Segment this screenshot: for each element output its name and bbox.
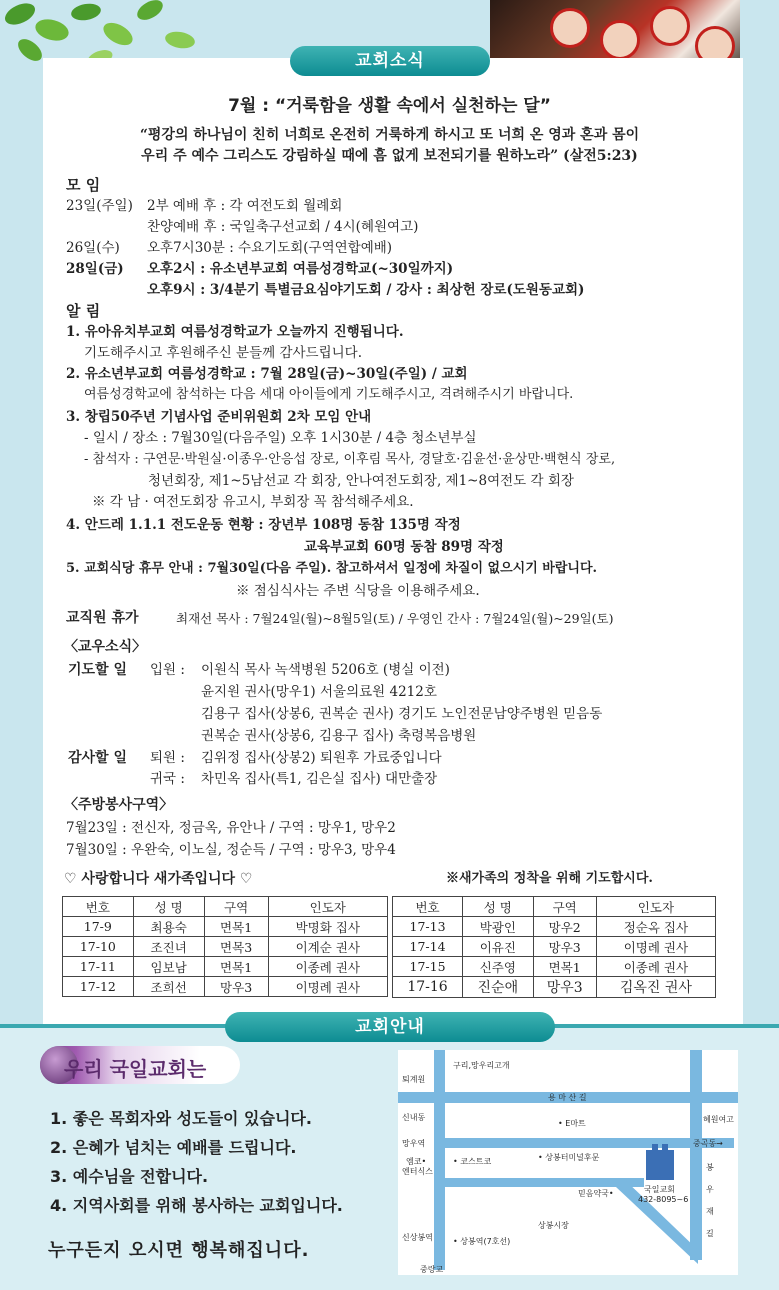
col-header: 성 명: [133, 897, 204, 917]
discharge-label: 퇴원 :: [150, 750, 185, 766]
map-label: 용 마 산 길: [548, 1093, 587, 1102]
map-label: 길: [706, 1229, 714, 1238]
cell: 17-16: [393, 977, 463, 998]
cell: 이계순 권사: [268, 937, 387, 957]
newcomers-table-right: [392, 896, 716, 998]
location-map: [398, 1050, 738, 1275]
return-text: 차민옥 집사(특1, 김은실 집사) 대만출장: [201, 771, 438, 787]
cell: 면목1: [533, 957, 596, 977]
meeting-date: 28일(금): [66, 261, 124, 277]
meeting-text: 오후2시 : 유소년부교회 여름성경학교(~30일까지): [147, 261, 454, 277]
meeting-text: 찬양예배 후 : 국일축구선교회 / 4시(혜원여고): [147, 219, 419, 235]
map-label: 망우역: [402, 1139, 426, 1148]
map-label: • 상봉터미널후문: [538, 1153, 600, 1162]
prayer-line: 권복순 권사(상봉6, 김용구 집사) 축령복음병원: [201, 728, 477, 744]
theme-title: 7월 : “거룩함을 생활 속에서 실천하는 달”: [228, 96, 551, 116]
map-label: 믿음약국•: [578, 1189, 614, 1198]
cell: 면목1: [204, 957, 268, 977]
staff-leave-label: 교직원 휴가: [66, 610, 139, 626]
notice-line: 교육부교회 60명 동참 89명 작정: [304, 539, 504, 555]
table-row: [393, 917, 716, 937]
map-label: 우: [706, 1185, 714, 1194]
admit-label: 입원 :: [150, 662, 185, 678]
cell: 정순옥 집사: [596, 917, 715, 937]
notice-line: 기도해주시고 후원해주신 분들께 감사드립니다.: [84, 345, 362, 361]
verse-line-2: 우리 주 예수 그리스도 강림하실 때에 흠 없게 보전되기를 원하노라” (살전5:23): [141, 148, 638, 164]
cell: 최용숙: [133, 917, 204, 937]
newcomers-title: ♡ 사랑합니다 새가족입니다 ♡: [64, 871, 253, 887]
table-row: [393, 977, 716, 998]
meeting-text: 오후9시 : 3/4분기 특별금요심야기도회 / 강사 : 최상헌 장로(도원동교회): [147, 282, 585, 298]
notice-line: 여름성경학교에 참석하는 다음 세대 아이들에게 기도해주시고, 격려해주시기 바랍니다.: [84, 387, 574, 402]
notice-line: 1. 유아유치부교회 여름성경학교가 오늘까지 진행됩니다.: [66, 324, 404, 340]
col-header: 성 명: [463, 897, 533, 917]
cell: 조진녀: [133, 937, 204, 957]
cell: 이종례 권사: [268, 957, 387, 977]
section-title-info: 교회안내: [225, 1012, 555, 1042]
notice-line: ※ 각 남 · 여전도회장 유고시, 부회장 꼭 참석해주세요.: [92, 494, 414, 510]
prayer-line: 김용구 집사(상봉6, 권복순 권사) 경기도 노인전문남양주병원 믿음동: [201, 706, 603, 722]
intro-subtitle-badge: [40, 1046, 240, 1084]
notice-line: - 참석자 : 구연문·박원실·이종우·안응섭 장로, 이후림 목사, 경달호·김윤선·윤상만·백현식 장로,: [84, 452, 616, 467]
meeting-text: 오후7시30분 : 수요기도회(구역연합예배): [147, 240, 393, 256]
map-label: 재: [706, 1207, 714, 1216]
meeting-date: 26일(수): [66, 240, 120, 256]
cell: 17-12: [63, 977, 134, 997]
notices-heading: 알 림: [66, 302, 101, 320]
cell: 신주영: [463, 957, 533, 977]
cell: 진순애: [463, 977, 533, 998]
notice-line: 2. 유소년부교회 여름성경학교 : 7월 28일(금)~30일(주일) / 교회: [66, 366, 468, 382]
table-row: [63, 937, 388, 957]
cell: 17-9: [63, 917, 134, 937]
cell: 박광인: [463, 917, 533, 937]
notice-line: 4. 안드레 1.1.1 전도운동 현황 : 장년부 108명 동참 135명 작정: [66, 517, 461, 533]
cell: 이명례 권사: [268, 977, 387, 997]
map-label: 신상봉역: [402, 1233, 433, 1242]
cell: 17-14: [393, 937, 463, 957]
intro-item: 4. 지역사회를 위해 봉사하는 교회입니다.: [50, 1196, 343, 1215]
section-title-news: 교회소식: [290, 46, 490, 76]
map-label: 국일교회: [644, 1185, 675, 1194]
intro-subtitle: 우리 국일교회는: [64, 1057, 207, 1081]
cell: 이유진: [463, 937, 533, 957]
map-label: 432-8095~6: [638, 1195, 689, 1204]
meeting-text: 2부 예배 후 : 각 여전도회 월례회: [147, 198, 343, 214]
table-row: [63, 917, 388, 937]
cell: 김옥진 권사: [596, 977, 715, 998]
cell: 17-10: [63, 937, 134, 957]
cell: 조희선: [133, 977, 204, 997]
member-news-heading: 〈교우소식〉: [64, 639, 147, 655]
meetings-heading: 모 임: [66, 176, 101, 194]
cell: 이종례 권사: [596, 957, 715, 977]
notice-line: - 일시 / 장소 : 7월30일(다음주일) 오후 1시30분 / 4층 청소년부실: [84, 430, 477, 446]
cell: 박명화 집사: [268, 917, 387, 937]
col-header: 인도자: [596, 897, 715, 917]
col-header: 구역: [204, 897, 268, 917]
prayer-line: 이원식 목사 녹색병원 5206호 (병실 이전): [201, 662, 450, 678]
prayer-line: 윤지원 권사(망우1) 서울의료원 4212호: [201, 684, 437, 700]
newcomers-table-left: [62, 896, 388, 997]
cell: 망우3: [533, 977, 596, 998]
intro-item: 1. 좋은 목회자와 성도들이 있습니다.: [50, 1109, 312, 1128]
cell: 17-11: [63, 957, 134, 977]
map-label: 엠코•: [406, 1157, 427, 1166]
map-label: 중곡동→: [693, 1139, 723, 1148]
cell: 면목3: [204, 937, 268, 957]
kitchen-line: 7월23일 : 전신자, 정금옥, 유안나 / 구역 : 망우1, 망우2: [66, 820, 396, 836]
newcomers-note: ※새가족의 정착을 위해 기도합시다.: [446, 871, 653, 886]
map-label: • E마트: [558, 1119, 586, 1128]
return-label: 귀국 :: [150, 771, 185, 787]
table-row: [393, 957, 716, 977]
map-label: 상봉시장: [538, 1221, 569, 1230]
map-label: 혜원여고: [703, 1115, 734, 1124]
intro-item: 2. 은혜가 넘치는 예배를 드립니다.: [50, 1138, 297, 1157]
table-row: [63, 957, 388, 977]
col-header: 번호: [63, 897, 134, 917]
cell: 17-15: [393, 957, 463, 977]
notice-line: ※ 점심식사는 주변 식당을 이용해주세요.: [236, 583, 480, 599]
cell: 임보남: [133, 957, 204, 977]
cell: 17-13: [393, 917, 463, 937]
col-header: 구역: [533, 897, 596, 917]
map-label: 퇴계원: [402, 1075, 426, 1084]
prayer-label: 기도할 일: [68, 662, 127, 678]
col-header: 번호: [393, 897, 463, 917]
discharge-text: 김위정 집사(상봉2) 퇴원후 가료중입니다: [201, 750, 442, 766]
notice-line: 5. 교회식당 휴무 안내 : 7월30일(다음 주일). 참고하셔서 일정에 차질이 없으시기 바랍니다.: [66, 561, 598, 576]
staff-leave-text: 최재선 목사 : 7월24일(월)~8월5일(토) / 우영인 간사 : 7월24일(월)~29일(토): [176, 611, 614, 626]
col-header: 인도자: [268, 897, 387, 917]
notice-line: 청년회장, 제1~5남선교 각 회장, 안나여전도회장, 제1~8여전도 각 회장: [148, 473, 574, 489]
map-label: 중랑교: [420, 1265, 444, 1274]
notice-line: 3. 창립50주년 기념사업 준비위원회 2차 모임 안내: [66, 409, 372, 425]
cell: 망우2: [533, 917, 596, 937]
verse-line-1: “평강의 하나님이 친히 너희로 온전히 거룩하게 하시고 또 너희 온 영과 혼과 몸이: [139, 127, 640, 143]
cell: 망우3: [204, 977, 268, 997]
meeting-date: 23일(주일): [66, 198, 133, 214]
table-row: [393, 937, 716, 957]
cell: 면목1: [204, 917, 268, 937]
kitchen-line: 7월30일 : 우완숙, 이노실, 정순득 / 구역 : 망우3, 망우4: [66, 842, 396, 858]
map-label: 엔터식스: [402, 1167, 433, 1176]
cell: 망우3: [533, 937, 596, 957]
map-label: • 코스트코: [453, 1157, 492, 1166]
kitchen-heading: 〈주방봉사구역〉: [64, 797, 174, 813]
intro-item: 3. 예수님을 전합니다.: [50, 1167, 209, 1186]
intro-closing: 누구든지 오시면 행복해집니다.: [48, 1240, 310, 1261]
thanks-label: 감사할 일: [68, 750, 127, 766]
map-label: 구리,망우리고개: [453, 1061, 510, 1070]
map-label: • 상봉역(7호선): [453, 1237, 511, 1246]
cell: 이명례 권사: [596, 937, 715, 957]
map-label: 신내동: [402, 1113, 426, 1122]
map-label: 봉: [706, 1163, 714, 1172]
table-row: [63, 977, 388, 997]
